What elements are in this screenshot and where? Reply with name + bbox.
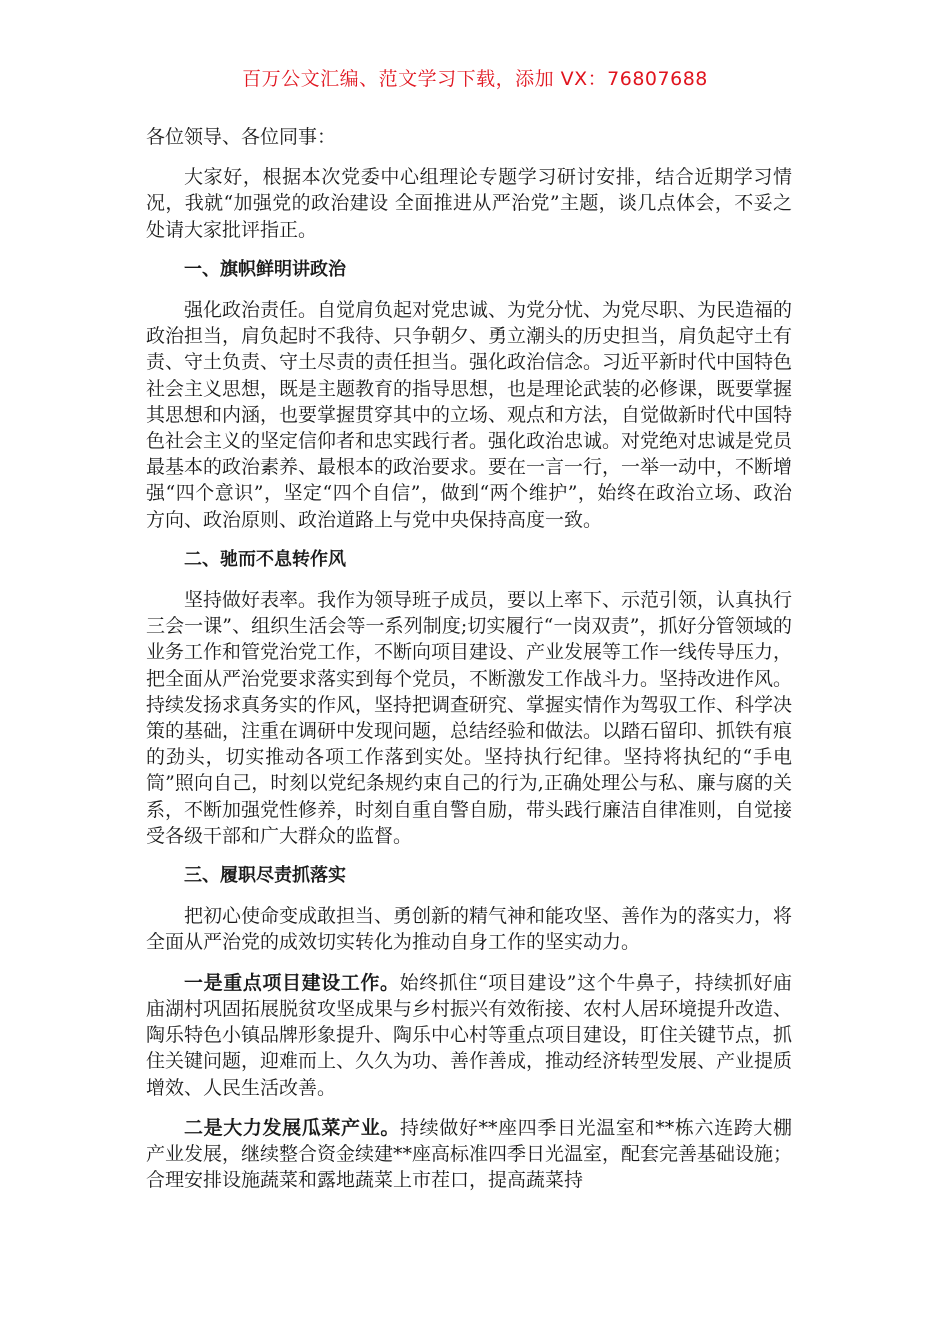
item-text-1: 始终抓住“项目建设”这个牛鼻子，持续抓好庙庙湖村巩固拓展脱贫攻坚成果与乡村振兴有效衔接、农村人居环境提升改造、陶乐特色小镇品牌形象提升、陶乐中心村等重点项目建设，盯住关键节点，抓住关键问题，迎难而上、久久为功、善作善成，推动经济转型发展、产业提质增效、人民生活改善。: [146, 971, 793, 1099]
section-paragraph-3: 把初心使命变成敢担当、勇创新的精气神和能攻坚、善作为的落实力，将全面从严治党的成效切实转化为推动自身工作的坚实动力。: [146, 905, 793, 954]
section-heading-2: 二、驰而不息转作风: [184, 548, 346, 570]
section-paragraph-1: 强化政治责任。自觉肩负起对党忠诚、为党分忧、为党尽职、为民造福的政治担当，肩负起时不我待、只争朝夕、勇立潮头的历史担当，肩负起守土有责、守土负责、守土尽责的责任担当。强化政治信念。习近平新时代中国特色社会主义思想，既是主题教育的指导思想，也是理论武装的必修课，既要掌握其思想和内涵，也要掌握贯穿其中的立场、观点和方法，自觉做新时代中国特色社会主义的坚定信仰者和忠实践行者。强化政治忠诚。对党绝对忠诚是党员最基本的政治素养、最根本的政治要求。要在一言一行，一举一动中，不断增强“四个意识”，坚定“四个自信”，做到“两个维护”，始终在政治立场、政治方向、政治原则、政治道路上与党中央保持高度一致。: [146, 299, 793, 531]
document-body: [146, 124, 792, 1193]
item-lead-1: 一是重点项目建设工作。: [184, 971, 400, 994]
item-paragraph-1: [146, 970, 792, 1101]
intro-paragraph: 大家好，根据本次党委中心组理论专题学习研讨安排，结合近期学习情况，我就“加强党的政治建设 全面推进从严治党”主题，谈几点体会，不妥之处请大家批评指正。: [146, 166, 792, 241]
salutation: 各位领导、各位同事：: [146, 126, 337, 148]
section-heading-1: 一、旗帜鲜明讲政治: [184, 258, 346, 280]
item-text-2: 持续做好**座四季日光温室和**栋六连跨大棚产业发展，继续整合资金续建**座高标准四季日光温室，配套完善基础设施；合理安排设施蔬菜和露地蔬菜上市茬口，提高蔬菜持: [146, 1116, 793, 1192]
section-paragraph-2: 坚持做好表率。我作为领导班子成员，要以上率下、示范引领，认真执行三会一课”、组织生活会等一系列制度;切实履行“一岗双责”，抓好分管领域的业务工作和管党治党工作，不断向项目建设、产业发展等工作一线传导压力，把全面从严治党要求落实到每个党员，不断激发工作战斗力。坚持改进作风。持续发扬求真务实的作风，坚持把调查研究、掌握实情作为驾驭工作、科学决策的基础，注重在调研中发现问题，总结经验和做法。以踏石留印、抓铁有痕的劲头，切实推动各项工作落到实处。坚持执行纪律。坚持将执纪的“手电筒”照向自己，时刻以党纪条规约束自己的行为,正确处理公与私、廉与腐的关系，不断加强党性修养，时刻自重自警自励，带头践行廉洁自律准则，自觉接受各级干部和广大群众的监督。: [146, 589, 793, 847]
section-heading-3: 三、履职尽责抓落实: [184, 865, 346, 887]
item-lead-2: 二是大力发展瓜菜产业。: [184, 1116, 400, 1139]
header-banner: 百万公文汇编、范文学习下载，添加 VX：76807688: [242, 68, 708, 90]
item-paragraph-2: [146, 1115, 792, 1194]
